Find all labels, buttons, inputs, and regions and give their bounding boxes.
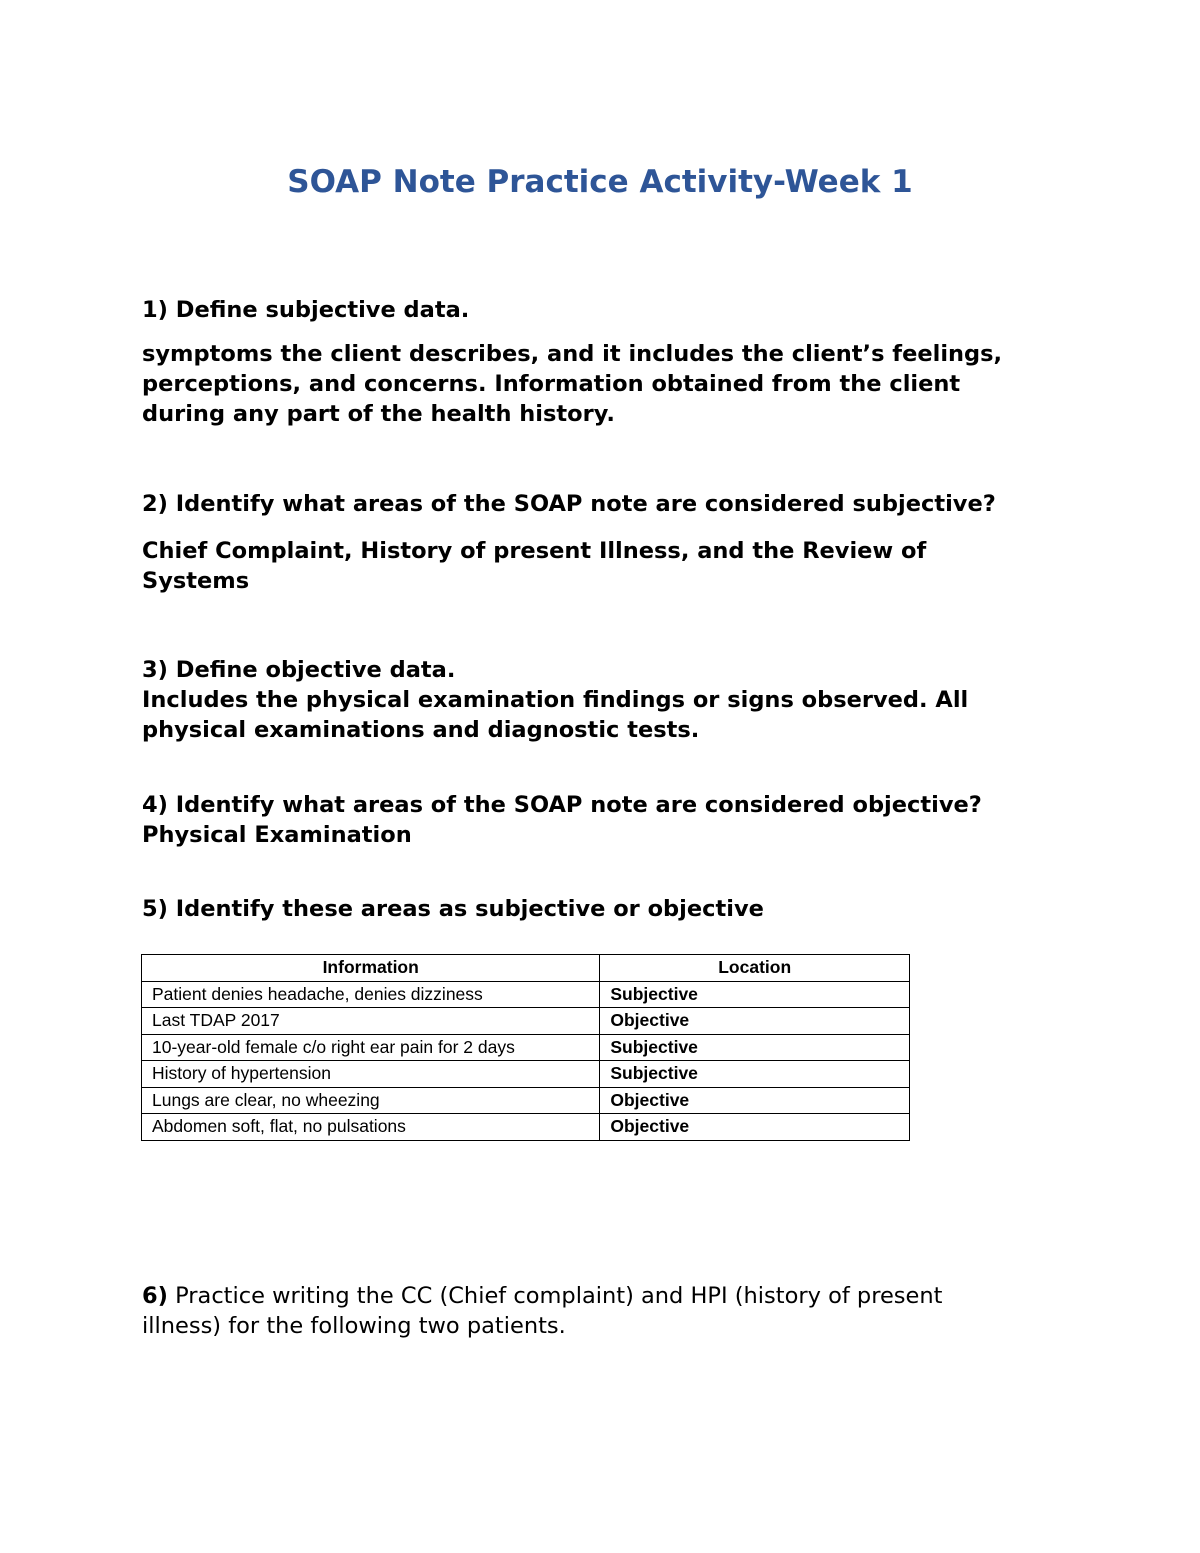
answer-1-line: symptoms the client describes, and it includes the client’s feelings, (142, 341, 1003, 367)
cell-information: Patient denies headache, denies dizziness (142, 981, 600, 1008)
table-row (142, 1034, 910, 1061)
question-6-line-2: illness) for the following two patients. (142, 1313, 566, 1339)
question-6-line (142, 1281, 1062, 1311)
answer-2-line: Chief Complaint, History of present Illness, and the Review of (142, 538, 927, 564)
question-5 (142, 894, 1062, 924)
page-title: SOAP Note Practice Activity-Week 1 (287, 164, 913, 200)
table-row (142, 1114, 910, 1141)
question-6-text: Practice writing the CC (Chief complaint) and HPI (history of present (167, 1283, 943, 1309)
table-row (142, 1008, 910, 1035)
question-4 (142, 790, 1062, 850)
cell-information: Lungs are clear, no wheezing (142, 1087, 600, 1114)
answer-1-line: perceptions, and concerns. Information obtained from the client (142, 371, 961, 397)
header-information: Information (142, 955, 600, 982)
question-3-text: 3) Define objective data. (142, 657, 456, 683)
cell-information: Last TDAP 2017 (142, 1008, 600, 1035)
answer-3-line: Includes the physical examination findings or signs observed. All (142, 687, 969, 713)
cell-information: 10-year-old female c/o right ear pain for 2 days (142, 1034, 600, 1061)
answer-2 (142, 536, 1062, 596)
cell-location: Objective (600, 1114, 910, 1141)
answer-1 (142, 339, 1062, 429)
cell-location: Objective (600, 1008, 910, 1035)
answer-1-line: during any part of the health history. (142, 401, 615, 427)
answer-4-text: Physical Examination (142, 822, 412, 848)
question-2-text: 2) Identify what areas of the SOAP note are considered subjective? (142, 491, 996, 517)
question-3 (142, 655, 1062, 745)
question-6-number: 6) (142, 1283, 168, 1309)
header-location: Location (600, 955, 910, 982)
table-header-row (142, 955, 910, 982)
question-2 (142, 489, 1062, 519)
table-row (142, 1061, 910, 1088)
question-1 (142, 295, 1062, 325)
question-5-text: 5) Identify these areas as subjective or objective (142, 896, 764, 922)
cell-location: Subjective (600, 1061, 910, 1088)
classification-table (141, 954, 910, 1141)
cell-location: Objective (600, 1087, 910, 1114)
answer-2-line: Systems (142, 568, 250, 594)
question-6 (142, 1281, 1062, 1341)
cell-information: Abdomen soft, flat, no pulsations (142, 1114, 600, 1141)
question-1-text: 1) Define subjective data. (142, 297, 470, 323)
cell-information: History of hypertension (142, 1061, 600, 1088)
question-4-text: 4) Identify what areas of the SOAP note are considered objective? (142, 792, 982, 818)
table-row (142, 981, 910, 1008)
cell-location: Subjective (600, 981, 910, 1008)
table-row (142, 1087, 910, 1114)
answer-3-line: physical examinations and diagnostic tests. (142, 717, 700, 743)
cell-location: Subjective (600, 1034, 910, 1061)
